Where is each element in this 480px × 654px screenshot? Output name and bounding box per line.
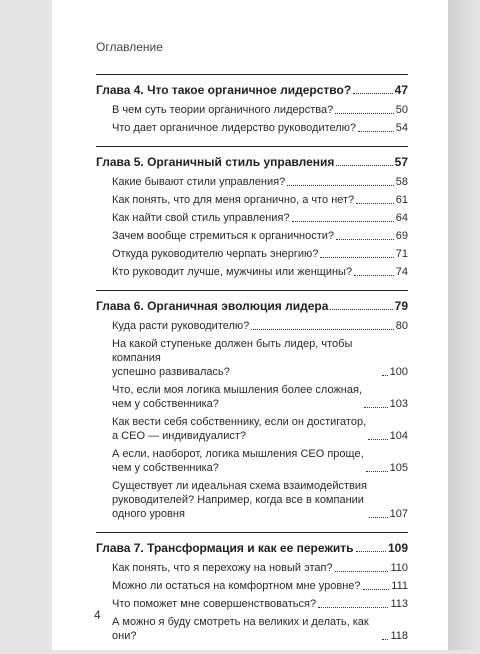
dot-leader [330,309,392,310]
chapter-page: 47 [394,83,408,97]
chapter-7 [96,532,408,643]
dot-leader [335,113,394,114]
entry-text: А можно я буду смотреть на великих и делать, как они? [112,616,369,642]
page-edge-shadow [448,0,480,650]
entry-page: 110 [390,562,408,574]
entry-text: А если, наоборот, логика мышления CEO проще, чем у собственника? [112,448,364,474]
chapter-6 [96,290,408,521]
dot-leader [368,439,388,440]
chapter-title-text: Глава 5. Органичный стиль управления [96,155,335,169]
dot-leader [320,257,393,258]
chapter-title-text: Глава 6. Органичная эволюция лидера [96,299,329,313]
toc-entry [112,211,408,225]
entry-page: 104 [389,430,408,442]
dot-leader [353,93,392,94]
entry-page: 113 [390,598,408,610]
toc-entry [112,579,408,593]
table-of-contents [96,74,408,654]
dot-leader [366,471,388,472]
entry-text: Откуда руководителю черпать энергию? [112,248,319,260]
toc-entry [112,479,408,521]
page-number: 4 [94,608,101,622]
entry-text: Можно ли остаться на комфортном мне уровне? [112,580,361,592]
chapter-title-text: Глава 7. Трансформация и как ее пережить [96,541,354,555]
dot-leader [358,131,394,132]
entry-text: Куда расти руководителю? [112,320,250,332]
toc-entry [112,415,408,443]
dot-leader [382,375,388,376]
dot-leader [382,639,388,640]
entry-page: 74 [395,266,408,278]
chapter-page: 57 [394,155,408,169]
entry-page: 69 [395,230,408,242]
toc-entry [112,337,408,379]
entry-page: 105 [389,462,408,474]
dot-leader [336,165,392,166]
dot-leader [364,407,388,408]
entry-page: 118 [390,630,408,642]
dot-leader [354,275,394,276]
entry-page: 80 [395,320,408,332]
chapter-title [96,540,408,556]
dot-leader [369,517,388,518]
entry-page: 100 [389,366,408,378]
chapter-5 [96,146,408,279]
chapter-page: 79 [394,299,408,313]
entry-page: 61 [395,194,408,206]
entry-text: Кто руководит лучше, мужчины или женщины? [112,266,353,278]
chapter-title [96,154,408,170]
dot-leader [292,221,394,222]
toc-entry [112,265,408,279]
toc-entry [112,121,408,135]
entry-text: Какие бывают стили управления? [112,176,286,188]
entry-page: 58 [395,176,408,188]
entry-page: 50 [395,104,408,116]
entry-text: Что, если моя логика мышления более сложная, чем у собственника? [112,384,362,410]
entry-page: 103 [389,398,408,410]
dot-leader [318,607,388,608]
entry-text: Зачем вообще стремиться к органичности? [112,230,335,242]
entry-text: Как найти свой стиль управления? [112,212,290,224]
dot-leader [251,329,393,330]
running-head: Оглавление [96,40,163,54]
toc-entry [112,229,408,243]
toc-entry [112,597,408,611]
entry-page: 107 [389,508,408,520]
entry-page: 71 [395,248,408,260]
entry-page: 54 [395,122,408,134]
toc-entry [112,447,408,475]
toc-entry [112,175,408,189]
chapter-page: 109 [387,541,408,555]
entry-text: Что дает органичное лидерство руководителю? [112,122,357,134]
toc-entry [112,103,408,117]
dot-leader [363,589,390,590]
chapter-title [96,298,408,314]
book-page [52,0,448,650]
chapter-title [96,82,408,98]
dot-leader [287,185,394,186]
toc-entry [112,247,408,261]
toc-entry [112,383,408,411]
entry-text: Как понять, что для меня органично, а что нет? [112,194,355,206]
toc-entry [112,561,408,575]
entry-page: 111 [391,580,408,592]
chapter-title-text: Глава 4. Что такое органичное лидерство? [96,83,352,97]
entry-text: Как понять, что я перехожу на новый этап? [112,562,333,574]
entry-text: В чем суть теории органичного лидерства? [112,104,334,116]
toc-entry [112,319,408,333]
chapter-4 [96,74,408,135]
entry-text: Как вести себя собственнику, если он достигатор, а CEO — индивидуалист? [112,416,367,442]
toc-entry [112,193,408,207]
dot-leader [335,571,389,572]
dot-leader [336,239,394,240]
entry-text: Что поможет мне совершенствоваться? [112,598,317,610]
toc-entry [112,615,408,643]
dot-leader [356,551,386,552]
entry-text: Существует ли идеальная схема взаимодействия руководителей? Например, когда все в компании одного уровня [112,480,367,520]
entry-text: На какой ступеньке должен быть лидер, чтобы компания успешно развивалась? [112,338,353,378]
entry-page: 64 [395,212,408,224]
dot-leader [356,203,394,204]
